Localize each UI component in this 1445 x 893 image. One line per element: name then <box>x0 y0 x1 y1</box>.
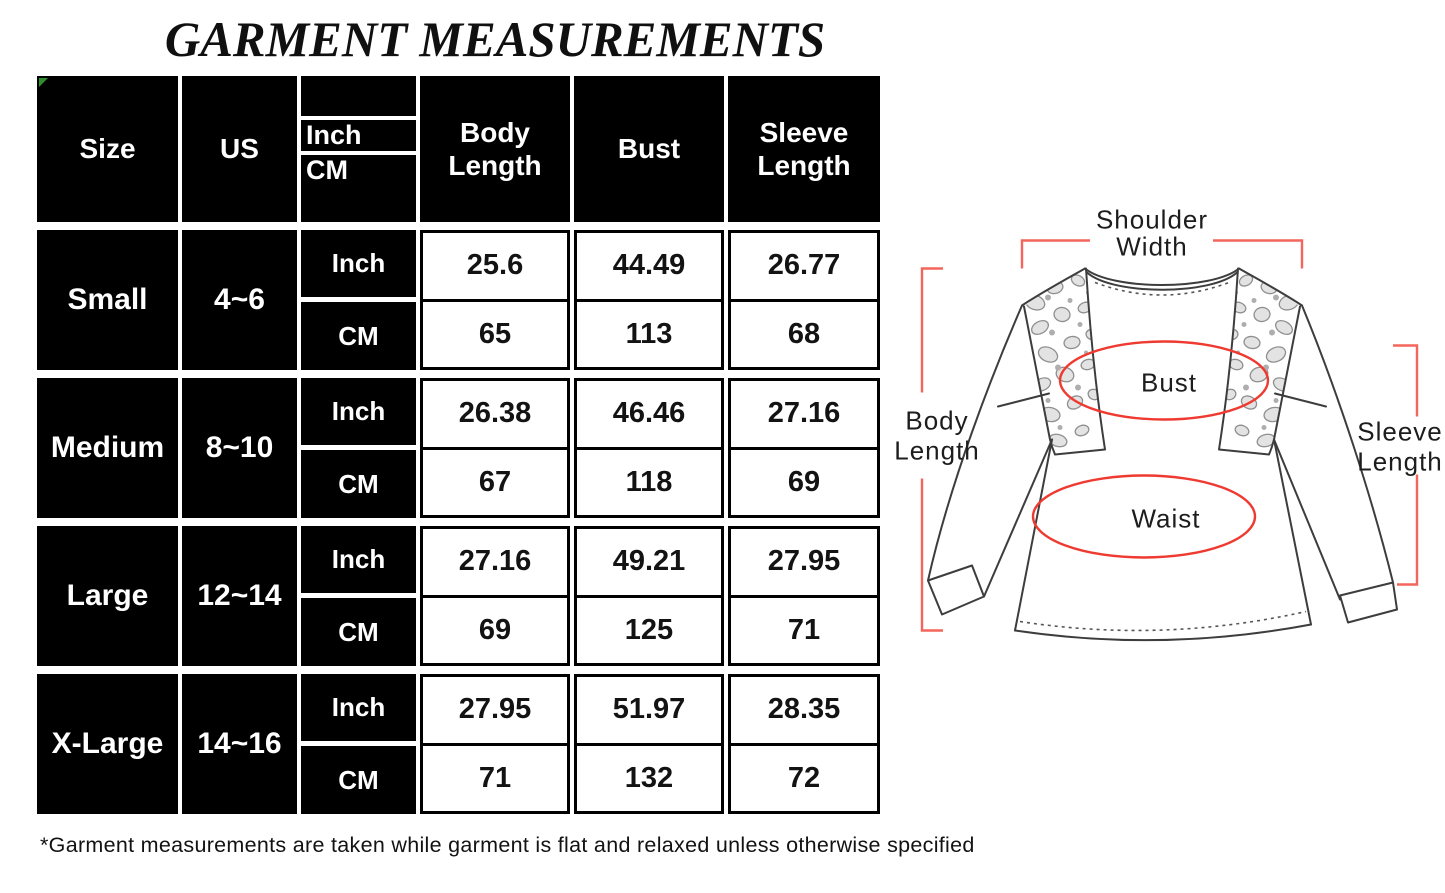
header-size: Size <box>37 76 178 222</box>
value-cell: 27.95 <box>420 674 570 746</box>
value-cell: 132 <box>574 743 724 815</box>
sleeve-length-values <box>728 378 880 518</box>
bust-values <box>574 378 724 518</box>
value-cell: 27.16 <box>420 526 570 598</box>
unit-cell <box>301 674 416 814</box>
unit-cm-label: CM <box>301 598 416 666</box>
table-row-medium <box>37 378 880 518</box>
header-us: US <box>182 76 297 222</box>
body-length-values <box>420 526 570 666</box>
value-cell: 71 <box>728 595 880 667</box>
bust-values <box>574 230 724 370</box>
body-length-label-line2: Length <box>894 435 980 466</box>
value-cell: 44.49 <box>574 230 724 302</box>
body-length-values <box>420 230 570 370</box>
value-cell: 125 <box>574 595 724 667</box>
us-cell: 4~6 <box>182 230 297 370</box>
sleeve-length-label-line2: Length <box>1357 446 1443 477</box>
header-bust: Bust <box>574 76 724 222</box>
header-unit <box>301 76 416 222</box>
value-cell: 49.21 <box>574 526 724 598</box>
header-sleeve-length: Sleeve Length <box>728 76 880 222</box>
value-cell: 69 <box>420 595 570 667</box>
size-cell: Large <box>37 526 178 666</box>
size-cell: Medium <box>37 378 178 518</box>
value-cell: 65 <box>420 299 570 371</box>
sleeve-length-values <box>728 674 880 814</box>
sleeve-length-values <box>728 230 880 370</box>
size-cell: Small <box>37 230 178 370</box>
body-length-values <box>420 378 570 518</box>
row-separator <box>37 518 880 526</box>
bust-values <box>574 674 724 814</box>
value-cell: 26.77 <box>728 230 880 302</box>
value-cell: 51.97 <box>574 674 724 746</box>
size-cell: X-Large <box>37 674 178 814</box>
unit-cell <box>301 526 416 666</box>
us-cell: 12~14 <box>182 526 297 666</box>
unit-cell <box>301 230 416 370</box>
page-title: GARMENT MEASUREMENTS <box>164 11 826 67</box>
value-cell: 72 <box>728 743 880 815</box>
row-separator <box>37 666 880 674</box>
unit-cm-label: CM <box>301 302 416 370</box>
body-length-values <box>420 674 570 814</box>
value-cell: 118 <box>574 447 724 519</box>
us-cell: 8~10 <box>182 378 297 518</box>
us-cell: 14~16 <box>182 674 297 814</box>
value-cell: 69 <box>728 447 880 519</box>
value-cell: 28.35 <box>728 674 880 746</box>
value-cell: 71 <box>420 743 570 815</box>
value-cell: 25.6 <box>420 230 570 302</box>
sleeve-length-values <box>728 526 880 666</box>
value-cell: 27.95 <box>728 526 880 598</box>
value-cell: 67 <box>420 447 570 519</box>
unit-cell <box>301 378 416 518</box>
table-row-large <box>37 526 880 666</box>
shoulder-width-label-line1: Shoulder <box>1095 204 1209 235</box>
value-cell: 68 <box>728 299 880 371</box>
unit-cm-label: CM <box>301 746 416 814</box>
bust-label: Bust <box>1140 367 1198 398</box>
garment-body-fill <box>928 269 1397 641</box>
unit-inch-label: Inch <box>301 230 416 297</box>
body-length-label-line1: Body <box>905 405 969 436</box>
row-separator <box>37 222 880 230</box>
footnote: *Garment measurements are taken while garment is flat and relaxed unless otherwise specified <box>40 833 975 857</box>
unit-inch-label: Inch <box>301 526 416 593</box>
header-cm: CM <box>306 155 348 185</box>
value-cell: 46.46 <box>574 378 724 450</box>
value-cell: 113 <box>574 299 724 371</box>
value-cell: 26.38 <box>420 378 570 450</box>
shoulder-width-label-line2: Width <box>1116 231 1188 262</box>
value-cell: 27.16 <box>728 378 880 450</box>
header-inch: Inch <box>306 120 362 150</box>
table-row-small <box>37 230 880 370</box>
waist-label: Waist <box>1131 503 1201 534</box>
header-body-length: Body Length <box>420 76 570 222</box>
table-header-row <box>37 76 880 222</box>
row-separator <box>37 370 880 378</box>
unit-inch-label: Inch <box>301 378 416 445</box>
unit-inch-label: Inch <box>301 674 416 741</box>
bust-values <box>574 526 724 666</box>
garment-diagram <box>890 195 1445 670</box>
sleeve-length-label-line1: Sleeve <box>1357 416 1443 447</box>
size-chart-table <box>37 76 880 814</box>
cell-corner-marker <box>39 78 48 87</box>
unit-cm-label: CM <box>301 450 416 518</box>
table-row-xlarge <box>37 674 880 814</box>
